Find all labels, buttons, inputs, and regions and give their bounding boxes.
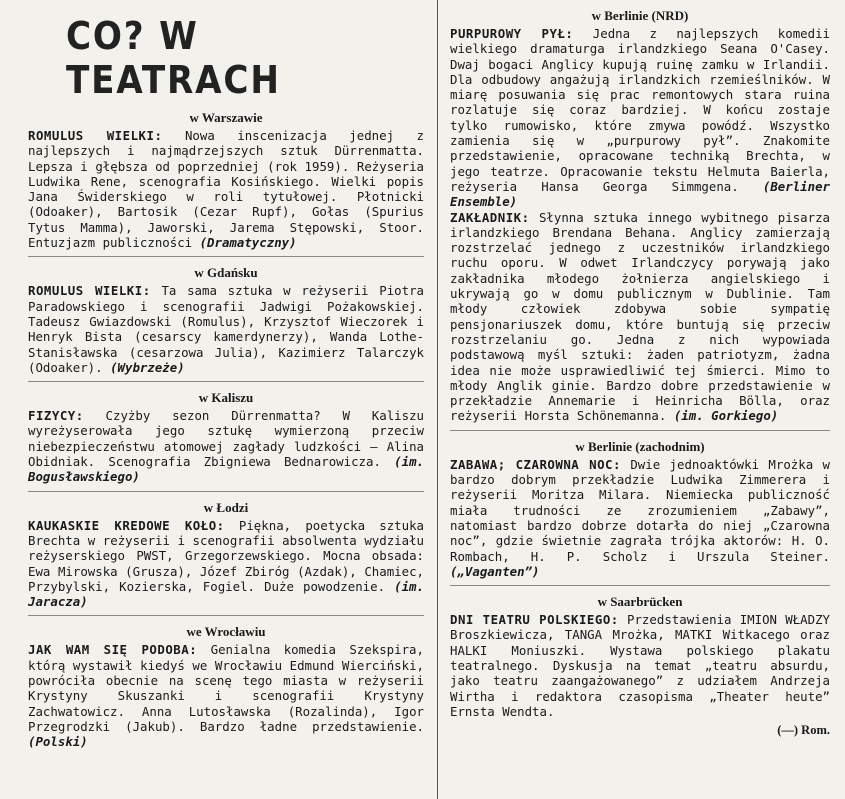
review-text: Piękna, poetycka sztuka Brechta w reżyserii i scenografii absolwenta wydziału reżyserskiego PWST, Grzegorzewskiego. Mocna obsada: Ewa Mirowska (Grusza), Józef Zbiróg (Azdak), Chamiec, Przybylski, Kozierska, Fogiel. Duże powodzenie. [28,517,425,594]
play-title: ROMULUS WIELKI: [28,283,151,299]
city-heading: w Berlinie (NRD) [591,8,689,23]
play-title: PURPUROWY PYŁ: [450,26,574,41]
review-text: Dwie jednoaktówki Mrożka w bardzo dobrym przekładzie Ludwika Zimmerera i reżyserii Moritza Milara. Niemiecka publiczność miała trudności ze zrozumieniem „Zabawy”, natomiast bardzo dobrze dotarła do niej „Czarowna noc”, gdzie świetnie zagrała trójka aktorów: H. O. Rombach, H. P. Scholz i Urszula Steiner. [450,456,831,564]
city-heading: w Łodzi [203,499,249,515]
masthead: CO? W TEATRACH [66,14,281,102]
review-text: Przedstawienia IMION WŁADZY Broszkiewicza, TANGA Mrożka, MATKI Witkacego oraz HALKI Moniuszki. Wystawa polskiego plakatu teatralnego. Dyskusja na temat „teatru absurdu, jako teatru zaangażowanego” z udziałem Andrzeja Wirtha i redaktora czasopisma „Theater heute” Ernsta Wendta. [450,612,831,719]
city-heading: w Saarbrücken [597,594,683,610]
theatre-source: (im. Jaracza) [28,578,424,610]
review-entry [28,518,424,610]
play-title: DNI TEATRU POLSKIEGO: [450,612,619,628]
theatre-source: (Berliner Ensemble) [450,178,830,210]
review-entry [28,642,424,749]
review-text: Nowa inscenizacja jednej z najlepszych i najmądrzejszych sztuk Dürrenmatta. Lepsza i głębsza od poprzedniej (rok 1959). Reżyseria Ludwika Rene, scenografia Kosińskiego. Wielki popis Jana Świderskiego w roli tytułowej. Płotnicki (Odoaker), Bartosik (Cezar Rupf), Gołas (Spurius Tytus Mamma), Jaworski, Jarema Stępowski, Stoor. Entuzjazm publiczności [28,128,424,251]
review-entry [450,457,830,579]
left-column [28,0,424,750]
review-entry [28,408,424,484]
theatre-source: (im. Gorkiego) [673,408,779,424]
review-text: Czyżby sezon Dürrenmatta? W Kaliszu wyreżyserowała jego sztukę wymierzoną przeciw niebezpieczeństwu atomowej zagłady ludzkości — Alina Obidniak. Scenografia Zbigniewa Bednarowicza. [28,408,424,470]
section-separator [28,256,424,257]
play-title: JAK WAM SIĘ PODOBA: [28,642,198,658]
review-entry [450,26,830,210]
right-column [450,0,830,738]
section-separator [450,585,830,586]
section-separator [28,491,424,492]
review-entry [28,283,424,375]
section-separator [28,381,424,382]
city-heading: w Berlinie (zachodnim) [575,438,705,454]
signature: (—) Rom. [777,723,830,738]
column-divider [437,0,438,799]
play-title: FIZYCY: [28,408,84,424]
play-title: ZAKŁADNIK: [450,209,530,225]
left-entries [28,110,424,750]
theatre-source: („Vaganten”) [450,563,540,579]
theatre-source: (Dramatyczny) [199,235,297,251]
theatre-source: (Polski) [28,734,88,750]
theatre-source: (im. Bogusławskiego) [28,454,424,485]
play-title: KAUKASKIE KREDOWE KOŁO: [28,517,225,533]
review-entry [28,128,424,250]
review-text: Genialna komedia Szekspira, którą wystawił kiedyś we Wrocławiu Edmund Wierciński, powróciła obecnie na scenę tego miasta w reżyserii Krystyny Skuszanki i scenografii Krystyny Zachwatowicz. Anna Lutosławska (Rozalinda), Igor Przegrodzki (Jakub). Bardzo ładne przedstawienie. [28,642,424,734]
review-text: Jedna z najlepszych komedii wielkiego dramaturga irlandzkiego Seana O'Casey. Dwaj bogaci Anglicy kupują ruinę zamku w Irlandii. Dla odbudowy angażują irlandzkich rzemieślników. W miarę posuwania się prac remontowych stara ruina rozlatuje się coraz bardziej. W końcu zostaje tylko rumowisko, które zmywa powódź. Wszystko zamienia się w „purpurowy pył”. Znakomite przedstawienie, opracowane techniką Brechta, w jego teatrze. Opracowanie tekstu Helmuta Baierla, reżyseria Hansa Georga Simmgena. [450,26,830,194]
right-entries [450,8,830,719]
city-heading: we Wrocławiu [186,624,266,640]
section-separator [28,615,424,616]
section-separator [450,430,830,431]
city-heading: w Warszawie [189,110,263,125]
review-entry [450,210,830,424]
city-heading: w Gdańsku [194,265,258,281]
review-entry [450,612,830,719]
city-heading: w Kaliszu [198,390,254,406]
review-text: Ta sama sztuka w reżyserii Piotra Paradowskiego i scenografii Jadwigi Pożakowskiej. Tadeusz Gwiazdowski (Romulus), Krzysztof Wieczorek i Henryk Bista (cesarscy kamerdynerzy), Wanda Lothe-Stanisławska (cesarzowa Julia), Kazimierz Talarczyk (Odoaker). [28,283,424,375]
theatre-source: (Wybrzeże) [110,359,185,375]
review-text: Słynna sztuka innego wybitnego pisarza irlandzkiego Brendana Behana. Anglicy zamierzają rozstrzelać jednego z uczestników irlandzkiego ruchu oporu. W odwet Irlandczycy porywają jako zakładnika młodego żołnierza angielskiego i ukrywają go w domu publicznym w Dublinie. Tam młody człowiek zdobywa sobie sympatię pensjonariuszek domu, które buntują się przeciw rozstrzelaniu go. Jedna z nich wypowiada podstawową myśl sztuki: żaden patriotyzm, żadna idea nie może usprawiedliwić tej śmierci. Mimo to młody Anglik ginie. Bardzo dobre przedstawienie w przekładzie Annemarie i Heinricha Bölla, oraz reżyserii Horsta Schönemanna. [450,209,830,424]
play-title: ZABAWA; CZAROWNA NOC: [450,456,621,472]
play-title: ROMULUS WIELKI: [28,128,163,143]
